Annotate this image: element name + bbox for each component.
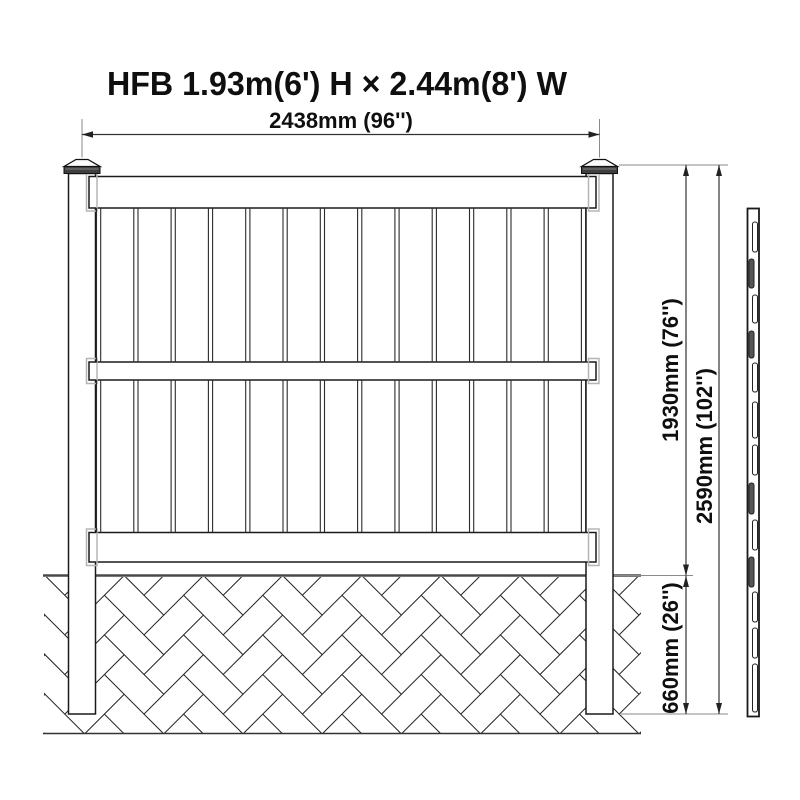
arrow-up-icon — [716, 165, 722, 176]
ground-brick — [0, 635, 45, 694]
ground-brick — [302, 754, 361, 800]
ground-brick — [461, 793, 520, 800]
post-slot — [749, 483, 754, 514]
ground-brick — [263, 773, 322, 800]
arrow-down-icon — [683, 565, 689, 576]
ground-brick — [302, 793, 361, 800]
left-cap-band — [64, 167, 100, 174]
ground-brick — [263, 259, 322, 318]
ground-brick — [619, 516, 678, 575]
ground-brick — [342, 298, 401, 357]
post-slot — [753, 664, 758, 712]
ground-brick — [25, 773, 84, 800]
bottom-rail — [89, 533, 596, 563]
ground-brick — [0, 773, 5, 800]
ground-brick — [342, 259, 401, 318]
right-post — [586, 174, 613, 715]
overall-height-dimension-label: 2590mm (102'') — [692, 368, 717, 524]
ground-brick — [0, 734, 5, 793]
width-dimension-label: 2438mm (96'') — [269, 108, 413, 133]
ground-brick — [421, 417, 480, 476]
ground-brick — [619, 754, 678, 800]
ground-brick — [698, 714, 757, 773]
ground-brick — [738, 734, 797, 793]
ground-brick — [580, 773, 639, 800]
ground-brick — [421, 259, 480, 318]
post-slot — [753, 222, 758, 252]
arrow-left-icon — [82, 131, 93, 138]
ground-brick — [144, 437, 203, 496]
ground-brick — [619, 793, 678, 800]
ground-brick — [263, 298, 322, 357]
ground-brick — [342, 773, 401, 800]
ground-brick — [500, 417, 559, 476]
ground-brick — [263, 378, 322, 437]
ground-brick — [0, 477, 45, 536]
left-post — [69, 174, 96, 715]
ground-brick — [342, 734, 401, 793]
ground-brick — [144, 754, 203, 800]
ground-brick — [0, 655, 5, 714]
left-cap-pyramid — [64, 160, 100, 167]
ground-brick — [104, 773, 163, 800]
ground-brick — [144, 477, 203, 536]
ground-brick — [144, 397, 203, 456]
ground-brick — [342, 219, 401, 278]
ground-brick — [382, 754, 441, 800]
ground-brick — [778, 674, 800, 733]
ground-brick — [580, 734, 639, 793]
arrow-up-icon — [683, 165, 689, 176]
ground-brick — [0, 595, 45, 654]
ground-brick — [421, 734, 480, 793]
ground-brick — [540, 793, 599, 800]
ground-brick — [223, 279, 282, 338]
ground-brick — [302, 477, 361, 536]
ground-brick — [0, 714, 45, 773]
ground-brick — [104, 734, 163, 793]
left-post-cap — [64, 160, 100, 174]
ground-brick — [619, 477, 678, 536]
ground-brick — [619, 437, 678, 496]
ground-brick — [382, 793, 441, 800]
ground-brick — [0, 754, 45, 800]
ground-brick — [223, 754, 282, 800]
right-cap-band — [582, 167, 618, 174]
post-slot — [753, 628, 758, 658]
post-slot — [753, 363, 758, 392]
ground-brick — [0, 536, 5, 595]
ground-brick — [342, 417, 401, 476]
ground-brick — [302, 239, 361, 298]
ground-brick — [0, 615, 5, 674]
ground-brick — [65, 754, 124, 800]
ground-brick — [144, 793, 203, 800]
post-slot — [753, 520, 758, 550]
ground-brick — [461, 754, 520, 800]
ground-brick — [223, 239, 282, 298]
ground-brick — [500, 773, 559, 800]
panel-height-dimension-label: 1930mm (76'') — [658, 298, 683, 442]
ground-brick — [302, 437, 361, 496]
ground-brick — [184, 457, 243, 516]
buried-depth-dimension-label: 660mm (26'') — [658, 582, 683, 714]
ground-brick — [659, 734, 718, 793]
ground-brick — [25, 734, 84, 793]
ground-brick — [0, 793, 45, 800]
ground-brick — [223, 793, 282, 800]
arrow-down-icon — [716, 703, 722, 714]
ground-brick — [500, 298, 559, 357]
post-slot — [749, 331, 754, 358]
ground-brick — [738, 773, 797, 800]
ground-brick — [778, 595, 800, 654]
ground-brick — [0, 516, 45, 575]
ground-brick — [65, 793, 124, 800]
ground-brick — [0, 694, 5, 753]
ground-brick — [302, 397, 361, 456]
ground-brick — [421, 457, 480, 516]
ground-brick — [302, 279, 361, 338]
ground-brick — [263, 417, 322, 476]
ground-brick — [421, 773, 480, 800]
ground-brick — [659, 773, 718, 800]
ground-brick — [223, 477, 282, 536]
ground-brick — [342, 457, 401, 516]
arrow-down-icon — [683, 703, 689, 714]
post-slot — [749, 259, 754, 288]
diagram-title: HFB 1.93m(6') H × 2.44m(8') W — [107, 65, 568, 102]
right-cap-pyramid — [582, 160, 618, 167]
arrow-right-icon — [589, 131, 600, 138]
top-rail — [89, 177, 596, 209]
ground-brick — [421, 378, 480, 437]
ground-brick — [421, 219, 480, 278]
post-slot — [749, 557, 754, 587]
ground-brick — [184, 773, 243, 800]
right-post-cap — [582, 160, 618, 174]
ground-brick — [184, 378, 243, 437]
ground-brick — [500, 734, 559, 793]
ground-brick — [0, 556, 45, 615]
ground-brick — [184, 298, 243, 357]
ground-brick — [263, 219, 322, 278]
post-slot — [753, 445, 758, 475]
ground-brick — [263, 734, 322, 793]
post-slot — [753, 592, 758, 622]
ground-brick — [0, 674, 45, 733]
ground-brick — [540, 754, 599, 800]
ground-brick — [421, 298, 480, 357]
ground-brick — [500, 378, 559, 437]
ground-brick — [184, 734, 243, 793]
ground-brick — [778, 714, 800, 773]
ground-brick — [263, 457, 322, 516]
ground-brick — [698, 793, 757, 800]
arrow-up-icon — [683, 576, 689, 587]
ground-brick — [342, 378, 401, 437]
ground-brick — [778, 635, 800, 694]
post-slot — [753, 295, 758, 323]
ground-brick — [184, 417, 243, 476]
ground-brick — [698, 754, 757, 800]
ground-brick — [0, 576, 5, 635]
post-slot — [753, 402, 758, 438]
ground-brick — [223, 397, 282, 456]
ground-brick — [223, 437, 282, 496]
middle-rail — [89, 362, 596, 380]
ground-brick — [500, 457, 559, 516]
